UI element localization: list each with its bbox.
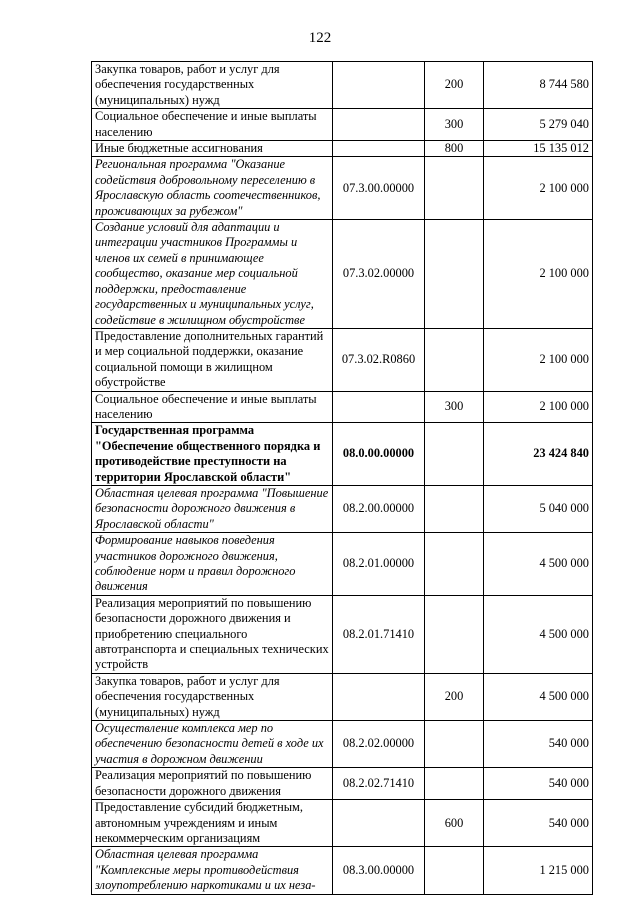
row-amount: 5 040 000 [484, 485, 593, 532]
row-code: 07.3.00.00000 [333, 157, 425, 220]
row-amount: 23 424 840 [484, 423, 593, 486]
table-row [92, 328, 593, 391]
row-name: Осуществление комплекса мер по обеспечению безопасности детей в ходе их участия в дорожном движении [92, 721, 333, 768]
table-row [92, 141, 593, 157]
row-amount: 540 000 [484, 768, 593, 800]
table-row [92, 485, 593, 532]
row-amount: 15 135 012 [484, 141, 593, 157]
table-row [92, 768, 593, 800]
row-code: 07.3.02.00000 [333, 220, 425, 329]
row-code [333, 800, 425, 847]
row-type [425, 595, 484, 673]
row-name: Областная целевая программа "Повышение безопасности дорожного движения в Ярославской области" [92, 485, 333, 532]
row-amount: 2 100 000 [484, 157, 593, 220]
row-code: 08.3.00.00000 [333, 847, 425, 894]
row-code [333, 62, 425, 109]
row-name: Формирование навыков поведения участников дорожного движения, соблюдение норм и правил дорожного движения [92, 533, 333, 596]
row-code: 07.3.02.R0860 [333, 328, 425, 391]
row-amount: 1 215 000 [484, 847, 593, 894]
row-code [333, 109, 425, 141]
row-type [425, 847, 484, 894]
row-name: Социальное обеспечение и иные выплаты населению [92, 109, 333, 141]
table-row [92, 847, 593, 894]
row-amount: 5 279 040 [484, 109, 593, 141]
row-name: Предоставление субсидий бюджетным, автономным учреждениям и иным некоммерческим организациям [92, 800, 333, 847]
row-code: 08.2.00.00000 [333, 485, 425, 532]
table-row [92, 391, 593, 423]
row-amount: 4 500 000 [484, 595, 593, 673]
row-type: 600 [425, 800, 484, 847]
row-code [333, 673, 425, 720]
row-amount: 2 100 000 [484, 328, 593, 391]
table-row [92, 62, 593, 109]
table-row [92, 800, 593, 847]
row-type [425, 220, 484, 329]
row-type [425, 423, 484, 486]
row-code: 08.2.02.00000 [333, 721, 425, 768]
row-type: 200 [425, 62, 484, 109]
row-type: 300 [425, 109, 484, 141]
row-name: Областная целевая программа "Комплексные меры противодействия злоупотреблению наркотиками и их неза- [92, 847, 333, 894]
row-code [333, 391, 425, 423]
row-type: 200 [425, 673, 484, 720]
table-row [92, 533, 593, 596]
row-code: 08.0.00.00000 [333, 423, 425, 486]
row-name: Региональная программа "Оказание содействия добровольному переселению в Ярославскую область соотечественников, проживающих за рубежом" [92, 157, 333, 220]
row-code: 08.2.01.00000 [333, 533, 425, 596]
row-amount: 4 500 000 [484, 673, 593, 720]
row-name: Иные бюджетные ассигнования [92, 141, 333, 157]
row-name: Реализация мероприятий по повышению безопасности дорожного движения [92, 768, 333, 800]
table-row [92, 673, 593, 720]
row-type [425, 157, 484, 220]
row-amount: 2 100 000 [484, 220, 593, 329]
row-type [425, 485, 484, 532]
row-amount: 540 000 [484, 800, 593, 847]
row-name: Государственная программа "Обеспечение общественного порядка и противодействие преступности на территории Ярославской области" [92, 423, 333, 486]
row-code: 08.2.02.71410 [333, 768, 425, 800]
row-name: Предоставление дополнительных гарантий и мер социальной поддержки, оказание социальной помощи в жилищном обустройстве [92, 328, 333, 391]
budget-table [91, 61, 593, 895]
row-amount: 540 000 [484, 721, 593, 768]
row-type [425, 768, 484, 800]
row-name: Создание условий для адаптации и интеграции участников Программы и членов их семей в принимающее сообщество, оказание мер социальной поддержки, предоставление государственных и муниципальных услуг, содействие в жилищном обустройстве [92, 220, 333, 329]
row-amount: 4 500 000 [484, 533, 593, 596]
table-row [92, 721, 593, 768]
page-number: 122 [308, 30, 332, 46]
row-name: Реализация мероприятий по повышению безопасности дорожного движения и приобретению специального автотранспорта и специальных технических устройств [92, 595, 333, 673]
row-name: Закупка товаров, работ и услуг для обеспечения государственных (муниципальных) нужд [92, 62, 333, 109]
row-type [425, 328, 484, 391]
row-type: 300 [425, 391, 484, 423]
row-code: 08.2.01.71410 [333, 595, 425, 673]
table-row [92, 595, 593, 673]
table-row [92, 423, 593, 486]
table-row [92, 109, 593, 141]
row-name: Закупка товаров, работ и услуг для обеспечения государственных (муниципальных) нужд [92, 673, 333, 720]
row-type [425, 721, 484, 768]
row-name: Социальное обеспечение и иные выплаты населению [92, 391, 333, 423]
row-type [425, 533, 484, 596]
row-type: 800 [425, 141, 484, 157]
row-amount: 2 100 000 [484, 391, 593, 423]
row-amount: 8 744 580 [484, 62, 593, 109]
table-row [92, 220, 593, 329]
row-code [333, 141, 425, 157]
table-row [92, 157, 593, 220]
